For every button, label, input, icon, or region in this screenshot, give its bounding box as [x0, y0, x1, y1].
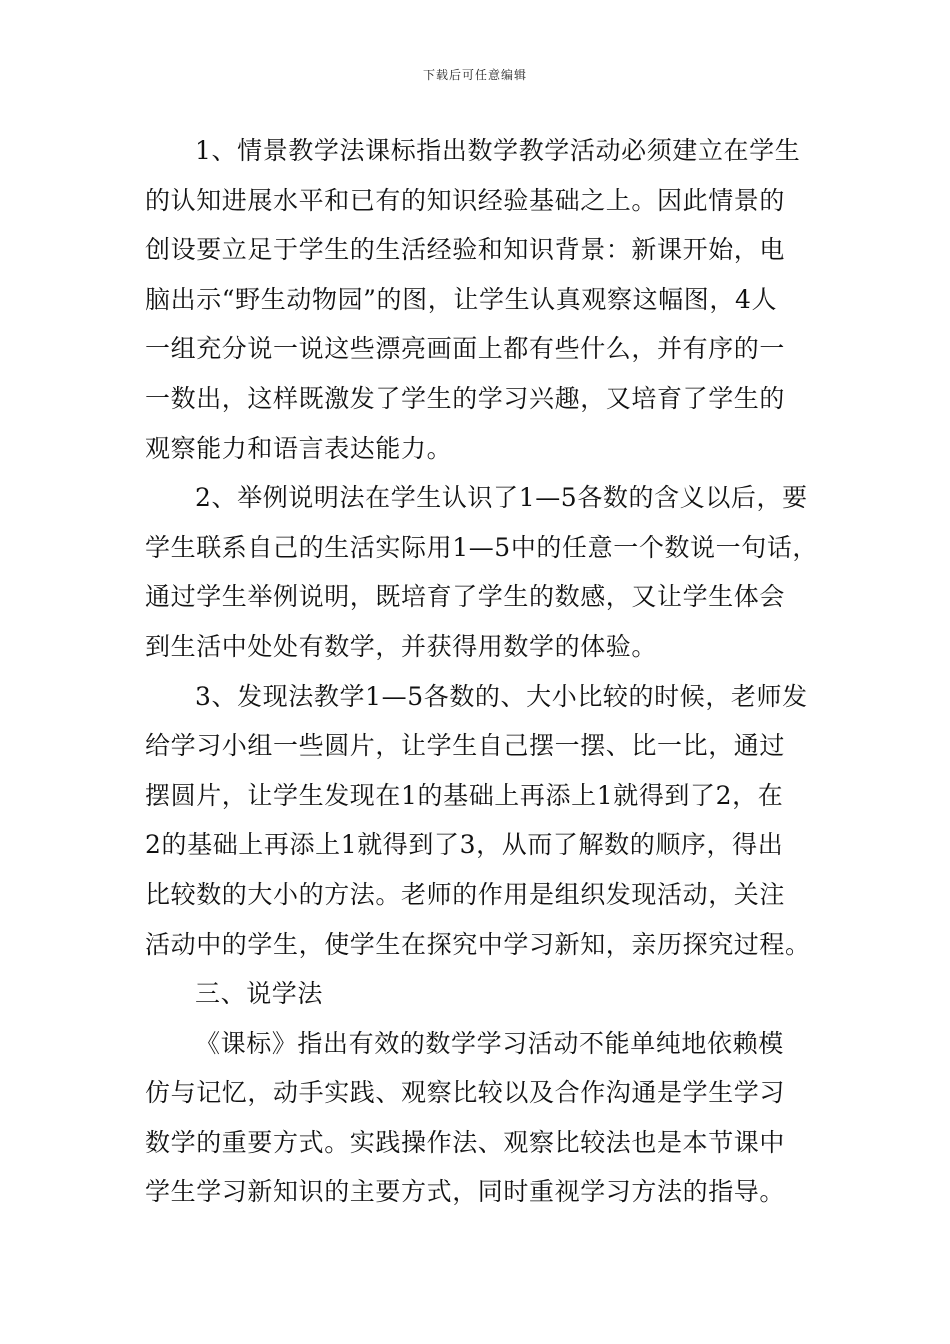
section-heading-learning-method — [145, 969, 810, 1019]
text-line: 仿与记忆，动手实践、观察比较以及合作沟通是学生学习 — [145, 1078, 786, 1108]
text-line: 摆圆片，让学生发现在1的基础上再添上1就得到了2，在 — [145, 780, 784, 810]
paragraph-discovery-method — [145, 672, 810, 970]
section-heading: 三、说学法 — [195, 979, 324, 1009]
text-line: 的认知进展水平和已有的知识经验基础之上。因此情景的 — [145, 185, 786, 215]
page-header: 下载后可任意编辑 — [422, 68, 527, 82]
text-line: 给学习小组一些圆片，让学生自己摆一摆、比一比，通过 — [145, 731, 786, 761]
text-line: 学生联系自己的生活实际用1—5中的任意一个数说一句话， — [145, 532, 819, 562]
text-line: 3、发现法教学1—5各数的、大小比较的时候，老师发 — [195, 681, 808, 711]
text-line: 《课标》指出有效的数学学习活动不能单纯地依赖模 — [195, 1028, 784, 1058]
text-line: 一组充分说一说这些漂亮画面上都有些什么，并有序的一 — [145, 334, 786, 364]
paragraph-situational-teaching — [145, 126, 810, 473]
paragraph-example-method — [145, 473, 819, 671]
document-body — [145, 126, 819, 1217]
text-line: 脑出示“野生动物园”的图，让学生认真观察这幅图，4人 — [145, 284, 778, 314]
text-line: 通过学生举例说明，既培育了学生的数感，又让学生体会 — [145, 582, 786, 612]
text-line: 数学的重要方式。实践操作法、观察比较法也是本节课中 — [145, 1127, 786, 1157]
text-line: 创设要立足于学生的生活经验和知识背景：新课开始，电 — [145, 235, 786, 265]
text-line: 一数出，这样既激发了学生的学习兴趣，又培育了学生的 — [145, 383, 786, 413]
text-line: 活动中的学生，使学生在探究中学习新知，亲历探究过程。 — [145, 929, 811, 959]
text-line: 到生活中处处有数学，并获得用数学的体验。 — [145, 631, 658, 661]
text-line: 2的基础上再添上1就得到了3，从而了解数的顺序，得出 — [145, 830, 784, 860]
paragraph-curriculum-standard — [145, 1019, 810, 1217]
text-line: 观察能力和语言表达能力。 — [145, 433, 453, 463]
text-line: 1、情景教学法课标指出数学教学活动必须建立在学生 — [195, 136, 801, 165]
text-line: 学生学习新知识的主要方式，同时重视学习方法的指导。 — [145, 1177, 786, 1207]
text-line: 比较数的大小的方法。老师的作用是组织发现活动，关注 — [145, 879, 786, 909]
text-line: 2、举例说明法在学生认识了1—5各数的含义以后，要 — [195, 483, 808, 513]
